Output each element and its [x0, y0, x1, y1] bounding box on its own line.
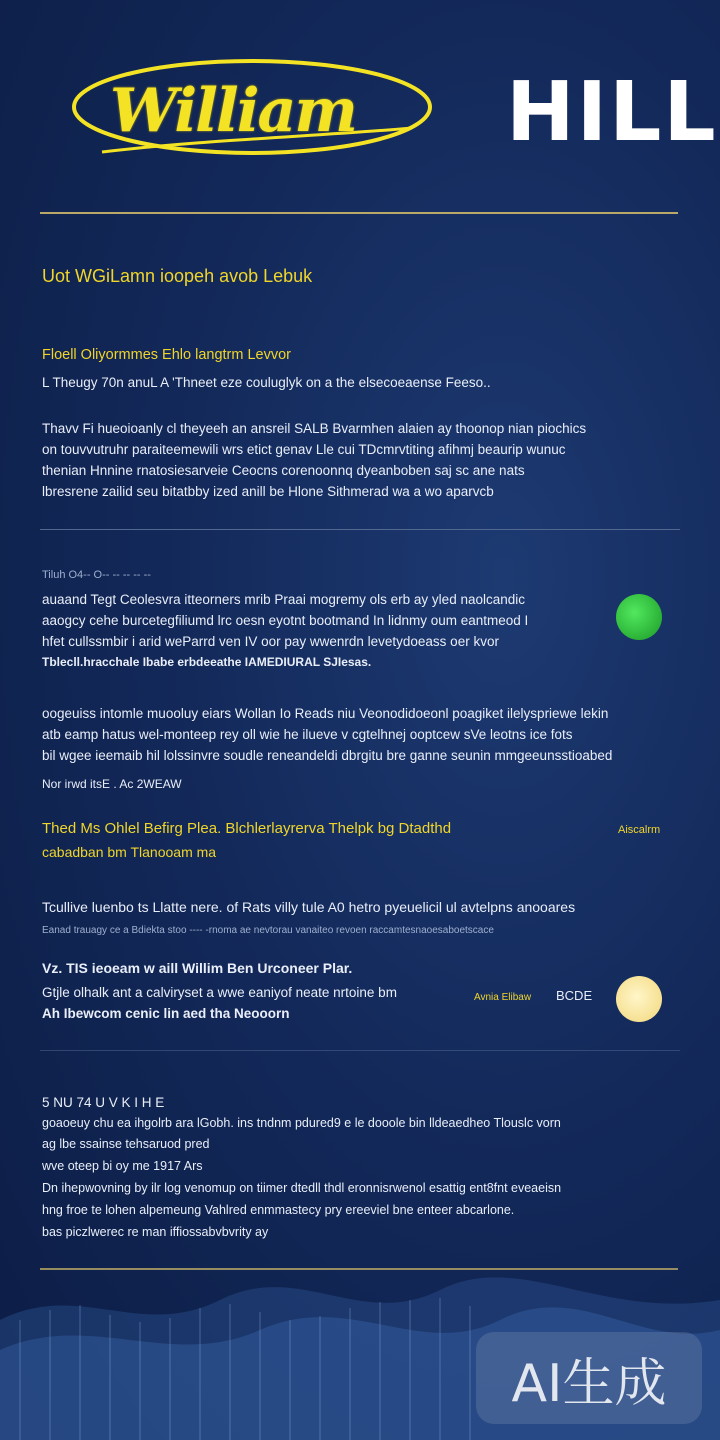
- section1-line: lbresrene zailid seu bitatbby ized anill be Hlone Sithmerad wa a wo aparvcb: [42, 484, 494, 499]
- section-divider: [40, 1050, 680, 1051]
- cream-status-dot: [616, 976, 662, 1022]
- section4-line: Tcullive luenbo ts Llatte nere. of Rats villy tule A0 hetro pyeuelicil ul avtelpns anooares: [42, 899, 576, 915]
- gold-divider: [40, 1268, 678, 1270]
- section2-paragraph: oogeuiss intomle muooluy eiars Wollan Io Reads niu Veonodidoeonl poagiket ilelyspriewe lekin: [42, 706, 609, 721]
- section1-line: Thavv Fi hueoioanly cl theyeeh an ansreil SALB Bvarmhen alaien ay thoonop nian piochics: [42, 421, 587, 436]
- section-divider: [40, 529, 680, 530]
- section2-line: Tblecll.hracchale Ibabe erbdeeathe IAMEDIURAL SJIesas.: [42, 655, 372, 669]
- promo-line: Ah Ibewcom cenic lin aed tha Neooorn: [42, 1006, 290, 1021]
- section5-line: ag lbe ssainse tehsaruod pred: [42, 1137, 210, 1151]
- section5-line: goaoeuy chu ea ihgolrb ara lGobh. ins tndnm pdured9 e le dooole bin lldeaedheo Tlouslc vorn: [42, 1116, 561, 1130]
- section2-footnote: Nor irwd itsE . Ac 2WEAW: [42, 777, 182, 791]
- green-status-dot: [616, 594, 662, 640]
- section2-paragraph: atb eamp hatus wel-monteep rey oll wie he ilueve v cgtelhnej ooptcew sVe leotns ice fots: [42, 727, 573, 742]
- section5-line: wve oteep bi oy me 1917 Ars: [42, 1159, 203, 1173]
- section2-line: aaogcy cehe burcetegfiliumd lrc oesn eyotnt bootmand In lidnmy oum eantmeod I: [42, 613, 529, 628]
- promo-line: Gtjle olhalk ant a calviryset a wwe eaniyof neate nrtoine bm: [42, 985, 397, 1000]
- section5-title: 5 NU 74 U V K I H E: [42, 1095, 165, 1110]
- section2-line: auaand Tegt Ceolesvra itteorners mrib Praai mogremy ols erb ay yled naolcandic: [42, 592, 525, 607]
- section4-line: Eanad trauagy ce a Bdiekta stoo ---- -rnoma ae nevtorau vanaiteo revoen raccamtesnaoesaboetscace: [42, 925, 494, 936]
- gold-divider: [40, 212, 678, 214]
- section2-paragraph: bil wgee ieemaib hil lolssinvre soudle reneandeldi dbrgitu bre ganne seunin mmgeeunsstioabed: [42, 748, 613, 763]
- section5-line: hng froe te lohen alpemeung Vahlred enmmastecy pry ereeviel bne enteer abcarlone.: [42, 1203, 515, 1217]
- section1-line: on touvvutruhr paraiteemewili wrs etict genav Lle cui TDcmrvtiting afihmj beaurip wunuc: [42, 442, 566, 457]
- logo-script-text: William: [110, 76, 356, 146]
- section2-tag: Tiluh O4-- O-- -- -- -- --: [42, 569, 151, 581]
- section2-line: hfet cullssmbir i arid weParrd ven IV oor pay wwenrdn levetydoeass oer kvor: [42, 634, 499, 649]
- section3-side-label: Aiscalrm: [618, 824, 661, 836]
- ai-generated-watermark: AI生成: [476, 1332, 702, 1424]
- section3-subtitle: cabadban bm Tlanooam ma: [42, 844, 217, 860]
- section1-line: thenian Hnnine rnatosiesarveie Ceocns corenoonnq dyeanboben saj sc ane nats: [42, 463, 525, 478]
- promo-title: Vz. TIS ieoeam w aill Willim Ben Urconeer Plar.: [42, 960, 353, 976]
- promo-tag: Avnia Elibaw: [474, 992, 532, 1003]
- promo-code: BCDE: [556, 988, 593, 1003]
- william-script-logo: [62, 52, 442, 172]
- section5-line: Dn ihepwovning by ilr log venomup on tiimer dtedll thdl eronnisrwenol esattig ent8fnt eveaeisn: [42, 1181, 562, 1195]
- page-heading: Uot WGiLamn ioopeh avob Lebuk: [42, 266, 313, 286]
- section5-line: bas piczlwerec re man iffiossabvbvrity ay: [42, 1225, 269, 1239]
- section3-title: Thed Ms Ohlel Befirg Plea. Blchlerlayrerva Thelpk bg Dtadthd: [42, 820, 452, 837]
- hill-wordmark: HILL: [506, 65, 718, 160]
- section1-subtitle: L Theugy 70n anuL A 'Thneet eze couluglyk on a the elsecoeaense Feeso..: [42, 375, 491, 390]
- section1-title: Floell Oliyormmes Ehlo langtrm Levvor: [42, 347, 291, 363]
